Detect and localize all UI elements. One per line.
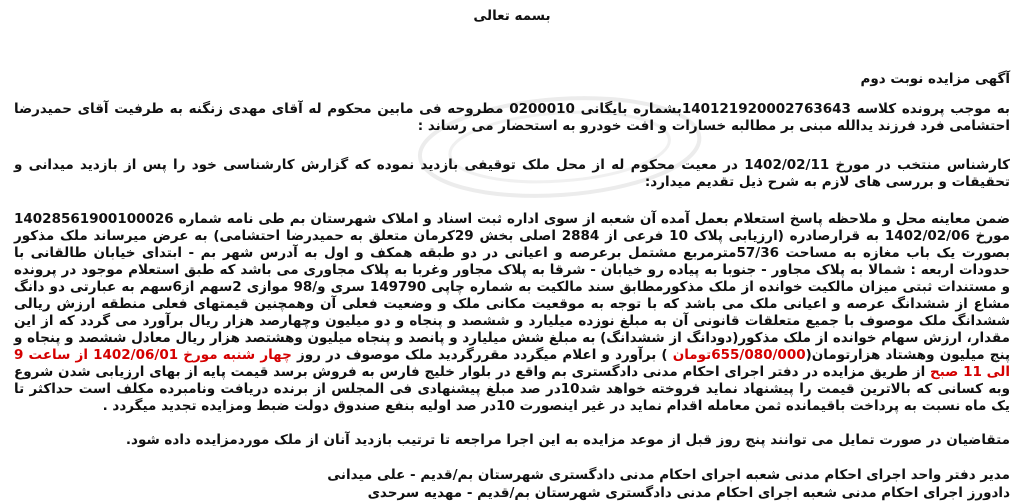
details-main-text: ضمن معاینه محل و ملاحظه پاسخ استعلام بعمل آمده آن شعبه از سوی اداره ثبت اسناد و املاک شهرستان بم طی نامه شماره 14028561900100026 مورخ 1402/02/06 به قرارصادره (ارزیابی پلاک 10 فرعی از 2884 اصلی بخش 29کرمان متعلق به حمیدرضا احتشامی) به عرض میرساند ملک مذکور بصورت یک باب مغازه به مساحت 57/36مترمربع مشتمل برعرصه و اعیانی در دو طبقه همکف و اول به آدرس شهر بم - ابتدای خیابان طالقانی با حدودات اربعه : شمالا به پلاک مجاور - جنوبا به پیاده رو خیابان - شرقا به پلاک مجاور وغربا به پلاک مجاوری می باشد که طبق استعلام موجود در پرونده و مستندات ثبتی میزان مالکیت خوانده از ملک مذکورمطابق سند مالکیت به شماره چاپی 149790 سری و/98 موازی 2سهم از6سهم به عبارتی دو دانگ مشاع از ششدانگ عرصه و اعیانی ملک می باشد که با توجه به موقعیت مکانی ملک و وضعیت فعلی آن وهمچنین قیمتهای فعلی منطقه ارزش ریالی ششدانگ ملک موصوف با جمیع متعلقات قانونی آن به مبلغ نوزده میلیارد و ششصد و پنجاه و دو میلیون وچهارصد هزار ریال برآورد می گردد که از این مقدار، ارزش سهام خوانده از ملک مذکور(دودانگ از ششدانگ) به مبلغ شش میلیارد و پانصد و پنجاه میلیون وهشتصد هزار ریال معادل ششصد و پنجاه و پنج میلیون وهشتاد هزارتومان(	[14, 211, 1011, 363]
details-mid-text: ) برآورد و اعلام میگردد مقررگردید ملک موصوف در روز	[291, 347, 673, 363]
signature-office-manager: مدیر دفتر واحد اجرای احکام مدنی شعبه اجرای احکام مدنی دادگستری شهرستان بم/قدیم - علی میدانی	[327, 467, 1010, 483]
paragraph-details	[14, 211, 1010, 415]
paragraph-expert: کارشناس منتخب در مورخ 1402/02/11 در معیت محکوم له از محل ملک توقیفی بازدید نموده که گزارش کارشناسی خود را پس از بازدید میدانی و تحقیقات و بررسی های لازم به شرح ذیل تقدیم میدارد:	[14, 157, 1010, 190]
notice-title: آگهی مزایده نوبت دوم	[860, 71, 1010, 87]
auction-date-highlight: چهار شنبه مورخ 1402/06/01 از ساعت 9 الی 11 صبح	[14, 347, 1010, 380]
details-rest-text: از طریق مزایده در دفتر اجرای احکام مدنی دادگستری بم واقع در بلوار خلیج فارس به فروش برسد قیمت پایه از بهای ارزیابی شدن شروع وبه کسانی که بالاترین قیمت را پیشنهاد نماید فروخته خواهد شد10در صد مبلغ پیشنهادی فی المجلس از برنده دریافت ونامبرده مکلف است حداکثر تا یک ماه نسبت به پرداخت باقیمانده ثمن معامله اقدام نماید در غیر اینصورت 10در صد اولیه بنفع صندوق دولت ضبط ومزایده تجدید میگردد .	[14, 364, 1010, 414]
price-highlight: 655/080/000تومان	[672, 347, 806, 363]
page-heading: بسمه تعالی	[473, 8, 551, 24]
signature-bailiff: دادورز اجرای احکام مدنی شعبه اجرای احکام مدنی دادگستری شهرستان بم/قدیم - مهدیه سرحدی	[367, 485, 1010, 501]
paragraph-visit: متقاضیان در صورت تمایل می توانند پنج روز قبل از موعد مزایده به این اجرا مراجعه تا ترتیب بازدید آنان از ملک موردمزایده داده شود.	[125, 432, 1010, 448]
paragraph-case: به موجب پرونده کلاسه 140121920002763643بشماره بایگانی 0200010 مطروحه فی مابین محکوم له آقای مهدی زنگنه به طرفیت آقای حمیدرضا احتشامی فرد فرزند یدالله مبنی بر مطالبه خسارات و افت خودرو به استحضار می رساند :	[14, 101, 1010, 134]
